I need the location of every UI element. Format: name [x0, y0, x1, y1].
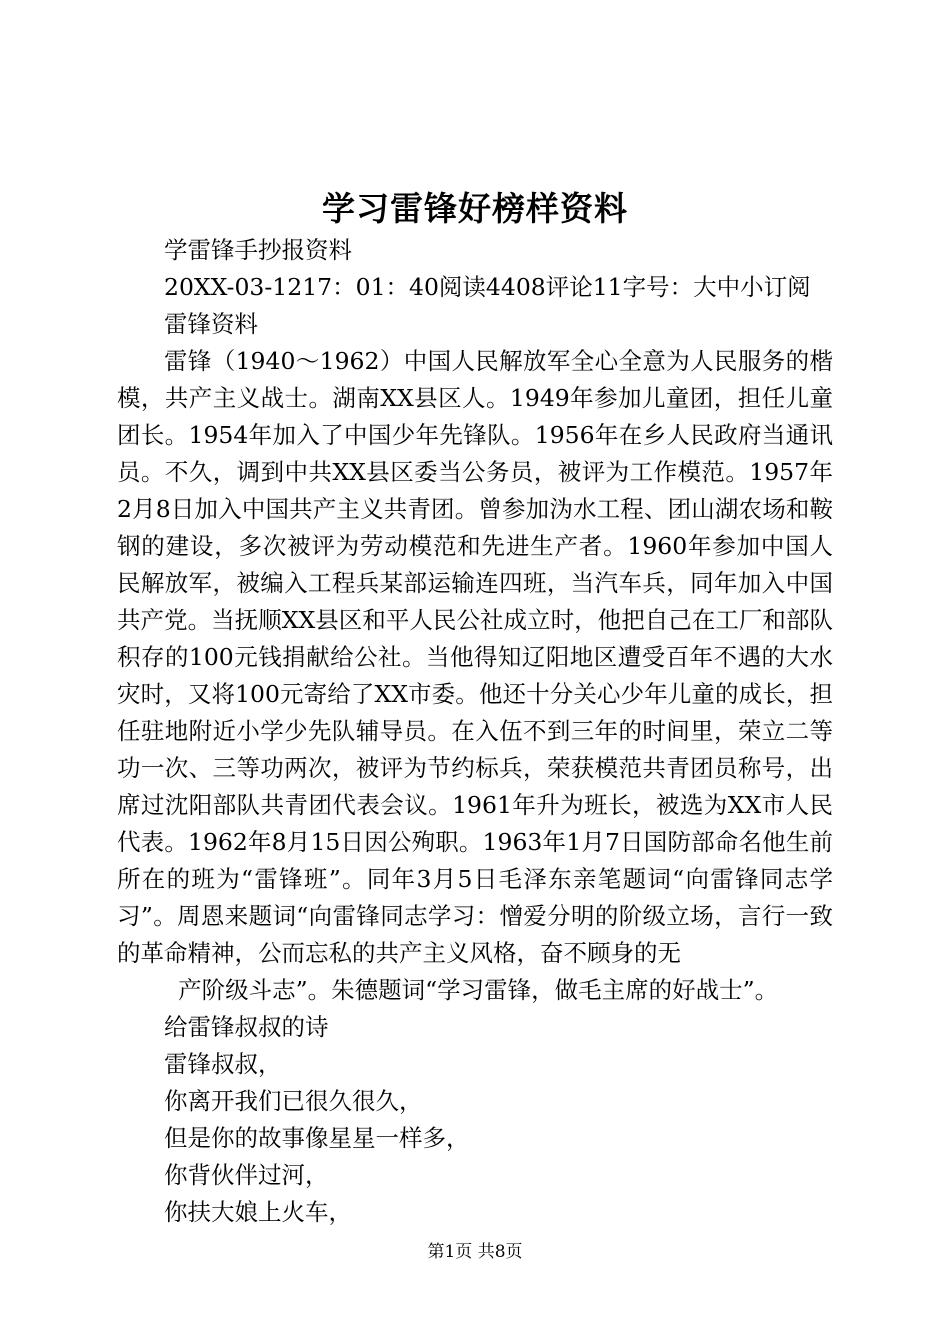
poem-line: 你背伙伴过河， — [164, 1161, 329, 1189]
paragraph-biography: 雷锋（1940～1962）中国人民解放军全心全意为人民服务的楷模，共产主义战士。湖南XX县区人。1949年参加儿童团，担任儿童团长。1954年加入了中国少年先锋队。1956年在乡人民政府当通讯员。不久，调到中共XX县区委当公务员，被评为工作模范。1957年2月8日加入中国共产主义共青团。曾参加沩水工程、团山湖农场和鞍钢的建设，多次被评为劳动模范和先进生产者。1960年参加中国人民解放军，被编入工程兵某部运输连四班，当汽车兵，同年加入中国共产党。当抚顺XX县区和平人民公社成立时，他把自己在工厂和部队积存的100元钱捐献给公社。当他得知辽阳地区遭受百年不遇的大水灾时，又将100元寄给了XX市委。他还十分关心少年儿童的成长，担任驻地附近小学少先队辅导员。在入伍不到三年的时间里，荣立二等功一次、三等功两次，被评为节约标兵，荣获模范共青团员称号，出席过沈阳部队共青团代表会议。1961年升为班长，被选为XX市人民代表。1962年8月15日因公殉职。1963年1月7日国防部命名他生前所在的班为“雷锋班”。同年3月5日毛泽东亲笔题词“向雷锋同志学习”。周恩来题词“向雷锋同志学习：憎爱分明的阶级立场，言行一致的革命精神，公而忘私的共产主义风格，奋不顾身的无 — [117, 347, 833, 967]
poem-line: 雷锋叔叔， — [164, 1050, 282, 1078]
document-body — [117, 232, 833, 1231]
paragraph-heading: 雷锋资料 — [164, 310, 258, 338]
poem-line: 但是你的故事像星星一样多， — [164, 1124, 470, 1152]
poem-line: 你离开我们已很久很久， — [164, 1087, 423, 1115]
poem-title: 给雷锋叔叔的诗 — [164, 1013, 329, 1041]
paragraph-subtitle: 学雷锋手抄报资料 — [164, 236, 352, 264]
poem-line: 你扶大娘上火车， — [164, 1198, 352, 1226]
page-number-footer: 第1页 共8页 — [427, 1242, 523, 1262]
paragraph-biography-continued: 产阶级斗志”。朱德题词“学习雷锋，做毛主席的好战士”。 — [178, 976, 779, 1004]
document-title: 学习雷锋好榜样资料 — [322, 189, 628, 228]
paragraph-meta: 20XX-03-1217：01：40阅读4408评论11字号：大中小订阅 — [164, 273, 811, 301]
